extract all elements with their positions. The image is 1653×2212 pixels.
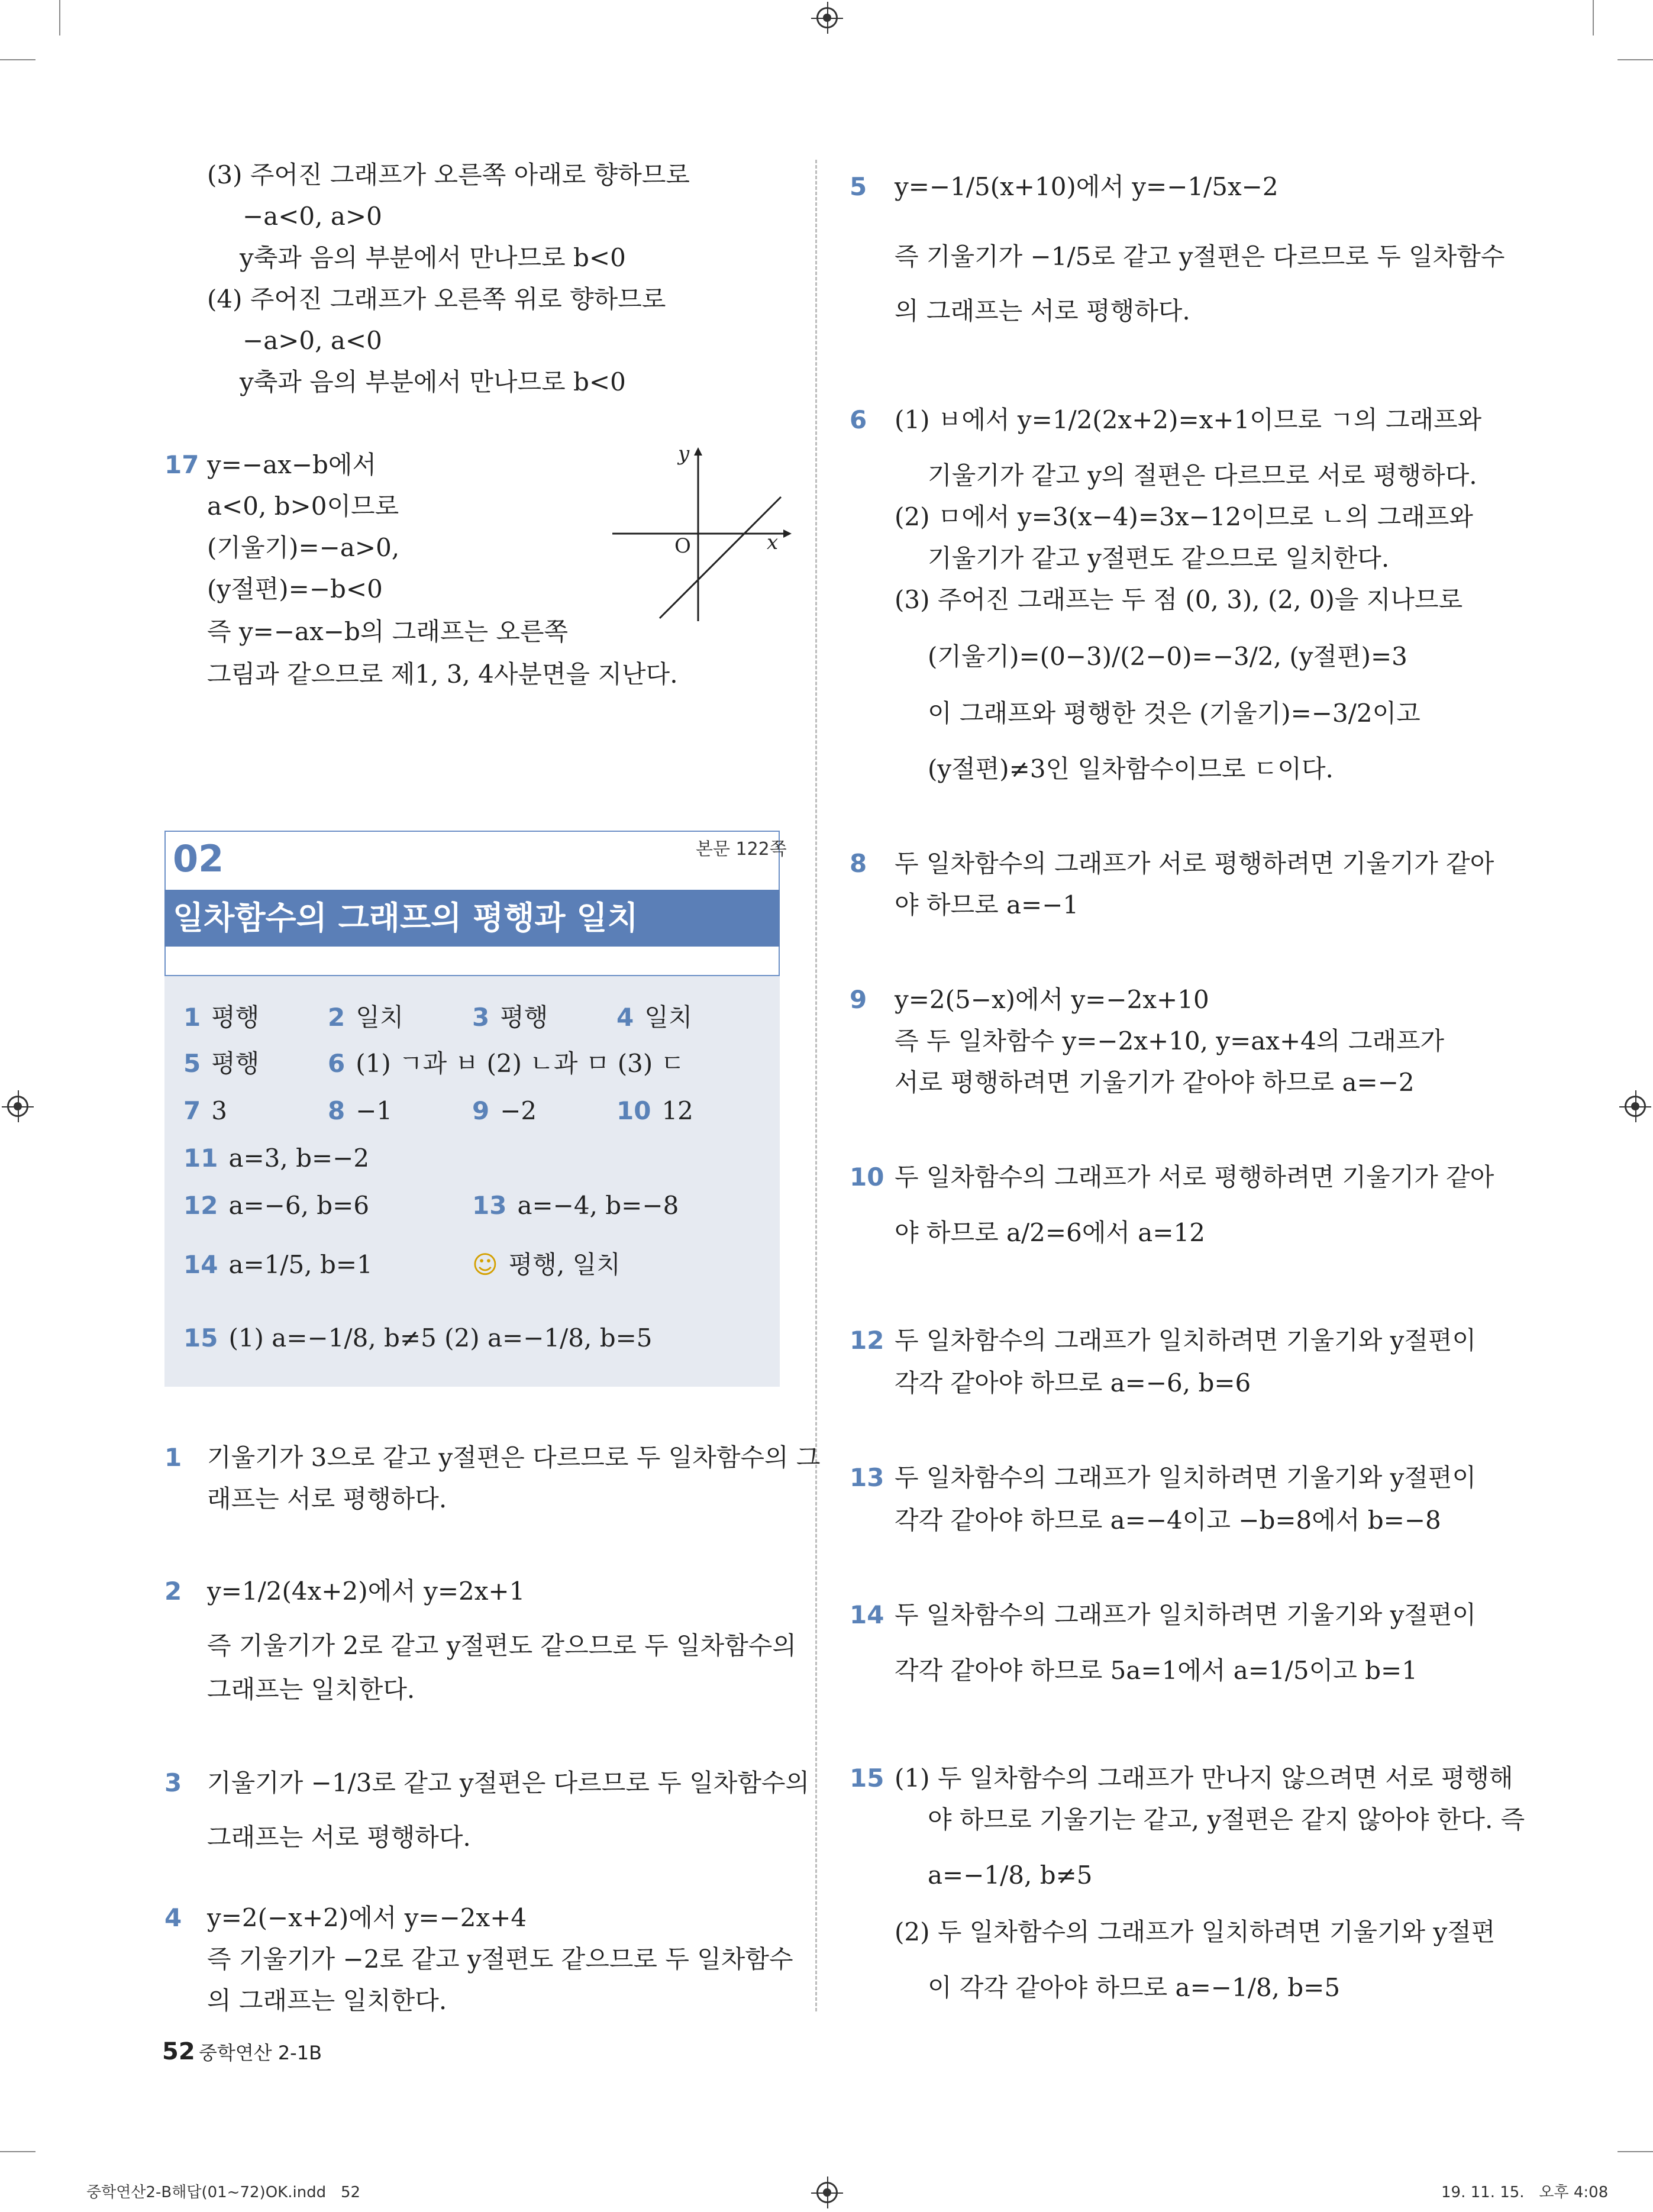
- text-line: (2) ㅁ에서 y=3(x−4)=3x−12이므로 ㄴ의 그래프와: [895, 502, 1474, 531]
- answer-item: 2 일치: [328, 1003, 404, 1032]
- registration-mark-icon: [816, 2182, 838, 2203]
- problem-number: 4: [164, 1903, 182, 1932]
- crop-mark: [59, 0, 60, 35]
- text-line: 그래프는 일치한다.: [207, 1675, 415, 1704]
- y-axis-label: y: [678, 442, 690, 466]
- column-divider: [815, 160, 817, 2011]
- registration-mark-icon: [1625, 1096, 1646, 1117]
- text-line: 즉 두 일차함수 y=−2x+10, y=ax+4의 그래프가: [895, 1026, 1445, 1055]
- text-line: 야 하므로 기울기는 같고, y절편은 같지 않아야 한다. 즉: [928, 1805, 1525, 1834]
- text-line: 이 각각 같아야 하므로 a=−1/8, b=5: [928, 1973, 1341, 2002]
- smiley-icon: ☺: [472, 1250, 498, 1279]
- answer-item: 9 −2: [472, 1096, 537, 1125]
- print-file-info: 중학연산2-B해답(01~72)OK.indd 52: [86, 2184, 361, 2201]
- text-line: 기울기가 3으로 같고 y절편은 다르므로 두 일차함수의 그: [207, 1443, 821, 1472]
- text-line: 즉 기울기가 2로 같고 y절편도 같으므로 두 일차함수의: [207, 1631, 796, 1660]
- text-line: a<0, b>0이므로: [207, 492, 399, 521]
- text-line: y축과 음의 부분에서 만나므로 b<0: [240, 243, 626, 272]
- answer-item: 8 −1: [328, 1096, 393, 1125]
- text-line: 기울기가 같고 y의 절편은 다르므로 서로 평행하다.: [928, 461, 1477, 490]
- text-line: 즉 y=−ax−b의 그래프는 오른쪽: [207, 617, 569, 646]
- text-line: (2) 두 일차함수의 그래프가 일치하려면 기울기와 y절편: [895, 1917, 1496, 1946]
- registration-mark-icon: [7, 1096, 28, 1117]
- text-line: 이 그래프와 평행한 것은 (기울기)=−3/2이고: [928, 699, 1420, 728]
- text-line: 래프는 서로 평행하다.: [207, 1484, 447, 1513]
- answer-item: 11 a=3, b=−2: [183, 1144, 370, 1173]
- problem-number: 10: [850, 1162, 884, 1191]
- text-line: 즉 기울기가 −1/5로 같고 y절편은 다르므로 두 일차함수: [895, 242, 1505, 271]
- answer-item: 5 평행: [183, 1049, 260, 1078]
- text-line: (y절편)≠3인 일차함수이므로 ㄷ이다.: [928, 754, 1334, 783]
- problem-number: 9: [850, 985, 867, 1014]
- text-line: (기울기)=−a>0,: [207, 533, 400, 562]
- text-line: 두 일차함수의 그래프가 일치하려면 기울기와 y절편이: [895, 1600, 1477, 1629]
- problem-number: 2: [164, 1577, 182, 1606]
- answer-item: 10 12: [616, 1096, 693, 1125]
- crop-mark: [1618, 59, 1653, 60]
- print-timestamp: 19. 11. 15. 오후 4:08: [1441, 2184, 1609, 2201]
- problem-number: 17: [164, 450, 199, 479]
- text-line: (1) 두 일차함수의 그래프가 만나지 않으려면 서로 평행해: [895, 1764, 1513, 1793]
- answer-item: 3 평행: [472, 1003, 548, 1032]
- text-line: 기울기가 −1/3로 같고 y절편은 다르므로 두 일차함수의: [207, 1768, 810, 1797]
- registration-mark-icon: [816, 7, 838, 28]
- problem-number: 1: [164, 1443, 182, 1472]
- answer-item: 14 a=1/5, b=1: [183, 1250, 373, 1279]
- problem-number: 14: [850, 1600, 884, 1629]
- text-line: 야 하므로 a=−1: [895, 890, 1079, 919]
- text-line: 각각 같아야 하므로 5a=1에서 a=1/5이고 b=1: [895, 1656, 1418, 1685]
- book-title: 중학연산 2-1B: [199, 2042, 322, 2064]
- text-line: 즉 기울기가 −2로 같고 y절편도 같으므로 두 일차함수: [207, 1945, 793, 1974]
- problem-number: 5: [850, 172, 867, 201]
- section-title: 일차함수의 그래프의 평행과 일치: [173, 899, 638, 937]
- crop-mark: [1618, 2151, 1653, 2152]
- problem-number: 6: [850, 405, 867, 434]
- x-axis-label: x: [767, 531, 779, 554]
- text-line: y=2(−x+2)에서 y=−2x+4: [207, 1903, 527, 1932]
- answer-item: ☺ 평행, 일치: [472, 1250, 621, 1279]
- text-line: y=−ax−b에서: [207, 450, 377, 479]
- text-line: 그래프는 서로 평행하다.: [207, 1823, 471, 1852]
- answer-item: 7 3: [183, 1096, 227, 1125]
- text-line: (3) 주어진 그래프는 두 점 (0, 3), (2, 0)을 지나므로: [895, 585, 1463, 614]
- text-line: 의 그래프는 일치한다.: [207, 1986, 447, 2015]
- text-line: 두 일차함수의 그래프가 일치하려면 기울기와 y절편이: [895, 1463, 1477, 1492]
- text-line: (4) 주어진 그래프가 오른쪽 위로 향하므로: [207, 285, 666, 314]
- graph-17: [603, 438, 799, 627]
- y-axis-arrow-icon: [694, 447, 702, 456]
- problem-number: 12: [850, 1326, 884, 1355]
- text-line: 의 그래프는 서로 평행하다.: [895, 296, 1190, 325]
- text-line: (1) ㅂ에서 y=1/2(2x+2)=x+1이므로 ㄱ의 그래프와: [895, 405, 1482, 434]
- answer-item: 4 일치: [616, 1003, 693, 1032]
- answer-item: 12 a=−6, b=6: [183, 1191, 370, 1220]
- text-line: 두 일차함수의 그래프가 서로 평행하려면 기울기가 같아: [895, 1162, 1494, 1191]
- text-line: −a>0, a<0: [243, 326, 382, 355]
- problem-number: 8: [850, 849, 867, 878]
- text-line: 각각 같아야 하므로 a=−6, b=6: [895, 1368, 1251, 1397]
- crop-mark: [1593, 0, 1594, 35]
- answer-item: 6 (1) ㄱ과 ㅂ (2) ㄴ과 ㅁ (3) ㄷ: [328, 1049, 685, 1078]
- answer-item: 13 a=−4, b=−8: [472, 1191, 679, 1220]
- text-line: y=2(5−x)에서 y=−2x+10: [895, 985, 1209, 1014]
- text-line: 두 일차함수의 그래프가 일치하려면 기울기와 y절편이: [895, 1326, 1477, 1355]
- text-line: 그림과 같으므로 제1, 3, 4사분면을 지난다.: [207, 660, 678, 689]
- page-number: 52: [162, 2038, 195, 2065]
- problem-number: 3: [164, 1768, 182, 1797]
- text-line: y=−1/5(x+10)에서 y=−1/5x−2: [895, 172, 1279, 201]
- section-page-ref: 본문 122쪽: [696, 839, 787, 860]
- crop-mark: [0, 2151, 35, 2152]
- text-line: y=1/2(4x+2)에서 y=2x+1: [207, 1577, 525, 1606]
- text-line: −a<0, a>0: [243, 202, 382, 231]
- text-line: (기울기)=(0−3)/(2−0)=−3/2, (y절편)=3: [928, 642, 1407, 671]
- text-line: y축과 음의 부분에서 만나므로 b<0: [240, 367, 626, 396]
- crop-mark: [0, 59, 35, 60]
- answer-item: 15 (1) a=−1/8, b≠5 (2) a=−1/8, b=5: [183, 1323, 653, 1352]
- text-line: (y절편)=−b<0: [207, 574, 383, 603]
- origin-label: O: [674, 534, 691, 558]
- problem-number: 13: [850, 1463, 884, 1492]
- text-line: 두 일차함수의 그래프가 서로 평행하려면 기울기가 같아: [895, 849, 1494, 878]
- text-line: 기울기가 같고 y절편도 같으므로 일치한다.: [928, 544, 1390, 573]
- text-line: a=−1/8, b≠5: [928, 1861, 1093, 1890]
- text-line: 각각 같아야 하므로 a=−4이고 −b=8에서 b=−8: [895, 1506, 1441, 1535]
- text-line: (3) 주어진 그래프가 오른쪽 아래로 향하므로: [207, 160, 690, 189]
- text-line: 야 하므로 a/2=6에서 a=12: [895, 1218, 1205, 1247]
- x-axis-arrow-icon: [783, 529, 792, 538]
- text-line: 서로 평행하려면 기울기가 같아야 하므로 a=−2: [895, 1068, 1415, 1097]
- problem-number: 15: [850, 1764, 884, 1793]
- section-number: 02: [173, 837, 224, 880]
- answer-item: 1 평행: [183, 1003, 260, 1032]
